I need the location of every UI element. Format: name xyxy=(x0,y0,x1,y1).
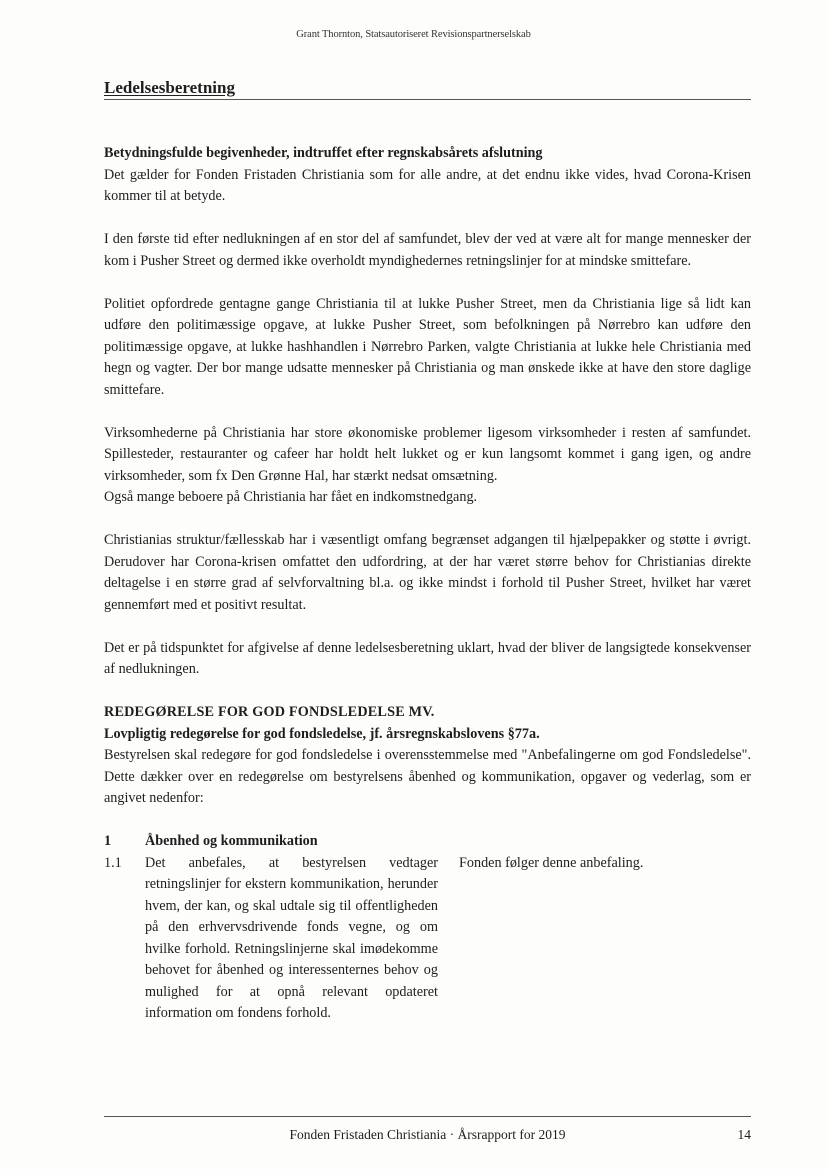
events-paragraph-3: Politiet opfordrede gentagne gange Christiania til at lukke Pusher Street, men da Christiania lige så lidt kan udføre den politimæssige opgave, at lukke Pusher Street, som befolkningen på Nørrebro kan udføre den politimæssige opgave, at lukke hashhandlen i Nørrebro Parken, valgte Christiania at lukke hele Christiania med hegn og vagter. Der bor mange udsatte mennesker på Christiania og man ønskede ikke at have den store daglige smittefare. xyxy=(104,295,751,398)
events-paragraph-7: Det er på tidspunktet for afgivelse af denne ledelsesberetning uklart, hvad der bliver de langsigtede konsekvenser af nedlukningen. xyxy=(104,639,751,677)
page-number: 14 xyxy=(737,1127,751,1142)
section-title: Ledelsesberetning xyxy=(104,78,235,97)
events-paragraph-4: Virksomhederne på Christiania har store økonomiske problemer ligesom virksomheder i resten af samfundet. Spillesteder, restauranter og cafeer har holdt helt lukket og er kun langsomt kommet i gang igen, og andre virksomheder, som fx Den Grønne Hal, har stærkt nedsat omsætning. xyxy=(104,424,751,484)
recommendation-row xyxy=(104,853,751,1025)
events-heading: Betydningsfulde begivenheder, indtruffet efter regnskabsårets afslutning xyxy=(104,145,543,161)
governance-section-heading xyxy=(104,831,751,853)
governance-subheading: Lovpligtig redegørelse for god fondsledelse, jf. årsregnskabslovens §77a. xyxy=(104,725,540,742)
header-rule xyxy=(104,99,751,100)
footer-rule xyxy=(104,1116,751,1117)
events-paragraph-1: Det gælder for Fonden Fristaden Christiania som for alle andre, at det endnu ikke vides, hvad Corona-Krisen kommer til at betyde. xyxy=(104,166,751,204)
section-number: 1 xyxy=(104,833,112,849)
item-number: 1.1 xyxy=(104,854,122,871)
events-paragraph-2: I den første tid efter nedlukningen af en stor del af samfundet, blev der ved at være alt for mange mennesker der kom i Pusher Street og dermed ikke overholdt myndighedernes retningslinjer for at mindske smittefare. xyxy=(104,231,751,269)
section-heading: Åbenhed og kommunikation xyxy=(145,833,318,849)
response-text: Fonden følger denne anbefaling. xyxy=(459,854,644,871)
governance-intro: Bestyrelsen skal redegøre for god fondsledelse i overensstemmelse med "Anbefalingerne om god Fondsledelse". Dette dækker over en redegørelse om bestyrelsens åbenhed og kommunikation, opgaver og vederlag, som er angivet nedenfor: xyxy=(104,747,751,806)
events-paragraph-5: Også mange beboere på Christiania har fået en indkomstnedgang. xyxy=(104,489,478,505)
footer-text: Fonden Fristaden Christiania · Årsrapport for 2019 xyxy=(289,1127,566,1142)
events-paragraph-6: Christianias struktur/fællesskab har i væsentligt omfang begrænset adgangen til hjælpepakker og støtte i øvrigt. Derudover har Corona-krisen omfattet den udfordring, at der har været større behov for Christianias direkte deltagelse i en større grad af selvforvaltning bl.a. og ikke mindst i forhold til Pusher Street, hvilket har været gennemført med et positivt resultat. xyxy=(104,532,751,613)
recommendation-text: Det anbefales, at bestyrelsen vedtager retningslinjer for ekstern kommunikation, herunder hvem, der kan, og skal udtale sig til offentligheden på den erhvervsdrivende fonds vegne, og om hvilke forhold. Retningslinjerne skal imødekomme behovet for åbenhed og interessenternes behov og mulighed for at opnå relevant opdateret information om fondens forhold. xyxy=(145,854,438,1021)
main-content xyxy=(104,143,751,1025)
governance-heading: REDEGØRELSE FOR GOD FONDSLEDELSE MV. xyxy=(104,704,435,720)
firm-header: Grant Thornton, Statsautoriseret Revisionspartnerselskab xyxy=(296,29,531,40)
